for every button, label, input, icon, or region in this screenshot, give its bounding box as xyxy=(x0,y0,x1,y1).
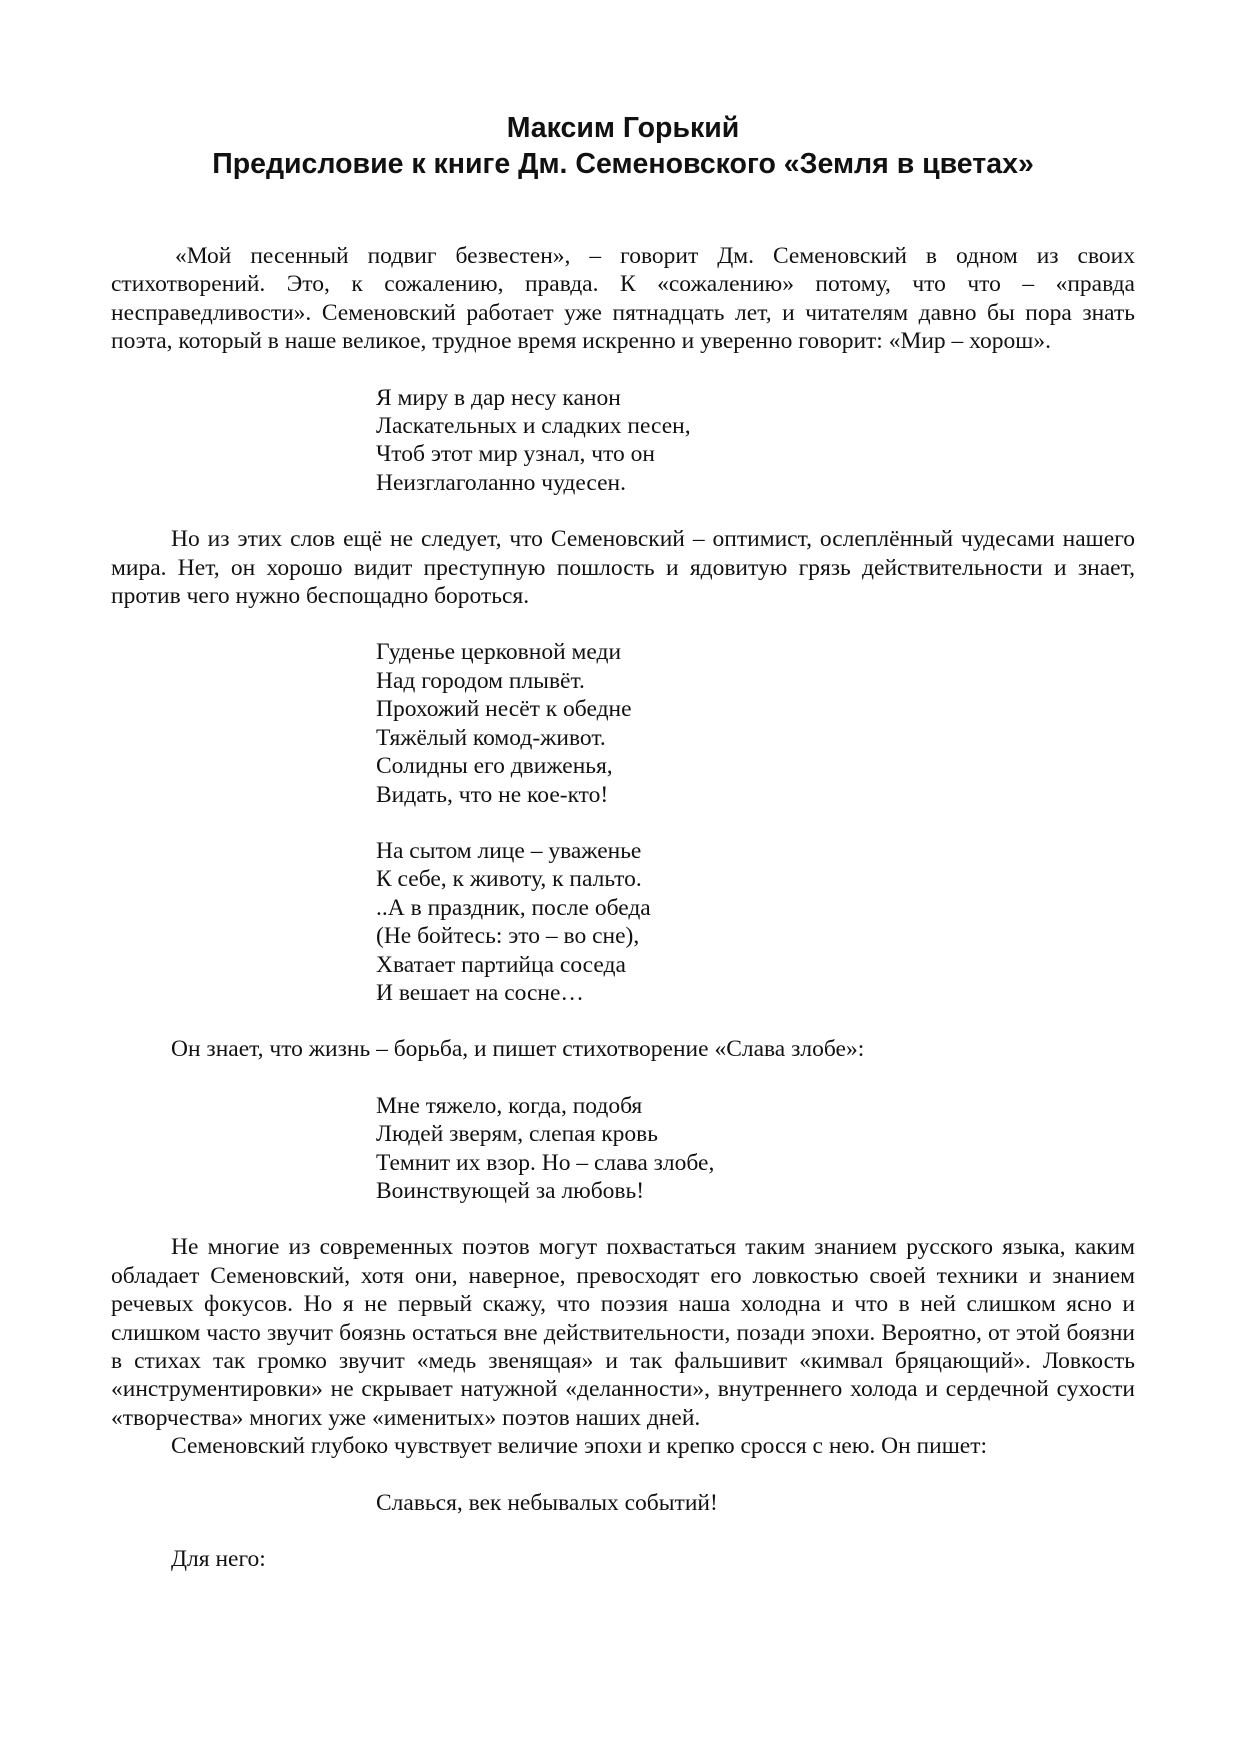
poem-stanza xyxy=(376,837,1135,1007)
poem-line: Гуденье церковной меди xyxy=(376,639,622,666)
poem-line: Славься, век небывалых событий! xyxy=(376,1489,718,1516)
poem-line: Воинствующей за любовь! xyxy=(376,1177,645,1204)
poem-line: К себе, к животу, к пальто. xyxy=(376,866,642,893)
paragraph: Но из этих слов ещё не следует, что Семеновский – оптимист, ослеплённый чудесами нашего мира. Нет, он хорошо видит преступную пошлость и ядовитую грязь действительности и знает, против чего нужно беспощадно бороться. xyxy=(111,526,1135,610)
poem-line: (Не бойтесь: это – во сне), xyxy=(376,923,640,950)
document-page xyxy=(111,110,1135,1573)
poem-stanza xyxy=(376,1489,1135,1517)
poem-line: Неизглаголанно чудесен. xyxy=(376,469,626,496)
poem-line: На сытом лице – уваженье xyxy=(376,837,642,864)
poem-line: Чтоб этот мир узнал, что он xyxy=(376,441,655,468)
poem-line: Над городом плывёт. xyxy=(376,667,585,694)
poem-line: Тяжёлый комод-живот. xyxy=(376,724,606,751)
poem-stanza xyxy=(376,1092,1135,1206)
poem-line: Я миру в дар несу канон xyxy=(376,384,621,411)
poem-line: И вешает на сосне… xyxy=(376,979,584,1006)
poem-stanza xyxy=(376,638,1135,808)
document-title: Предисловие к книге Дм. Семеновского «Земля в цветах» xyxy=(212,148,1034,180)
paragraph: Он знает, что жизнь – борьба, и пишет стихотворение «Слава злобе»: xyxy=(171,1036,865,1063)
paragraph: Семеновский глубоко чувствует величие эпохи и крепко сросся с нею. Он пишет: xyxy=(171,1433,988,1460)
poem-line: ..А в праздник, после обеда xyxy=(376,894,651,921)
poem-line: Мне тяжело, когда, подобя xyxy=(376,1092,643,1119)
poem-stanza xyxy=(376,384,1135,498)
poem-line: Людей зверям, слепая кровь xyxy=(376,1121,658,1148)
paragraph: Не многие из современных поэтов могут похвастаться таким знанием русского языка, каким обладает Семеновский, хотя они, наверное, превосходят его ловкостью своей техники и знанием речевых фокусов. Но я не первый скажу, что поэзия наша холодна и что в ней слишком ясно и слишком часто звучит боязнь остаться вне действительности, позади эпохи. Вероятно, от этой боязни в стихах так громко звучит «медь звенящая» и так фальшивит «кимвал бряцающий». Ловкость «инструментировки» не скрывает натужной «деланности», внутреннего холода и сердечной сухости «творчества» многих уже «именитых» поэтов наших дней. xyxy=(111,1234,1135,1431)
poem-line: Ласкательных и сладких песен, xyxy=(376,413,691,440)
poem-line: Видать, что не кое-кто! xyxy=(376,781,609,808)
poem-line: Прохожий несёт к обедне xyxy=(376,696,632,723)
poem-line: Темнит их взор. Но – слава злобе, xyxy=(376,1149,715,1176)
poem-line: Хватает партийца соседа xyxy=(376,951,626,978)
poem-line: Солидны его движенья, xyxy=(376,753,613,780)
title-block xyxy=(111,110,1135,182)
paragraph: Для него: xyxy=(171,1546,266,1573)
paragraph: «Мой песенный подвиг безвестен», – говорит Дм. Семеновский в одном из своих стихотворений. Это, к сожалению, правда. К «сожалению» потому, что что – «правда несправедливости». Семеновский работает уже пятнадцать лет, и читателям давно бы пора знать поэта, который в наше великое, трудное время искренно и уверенно говорит: «Мир – хорош». xyxy=(111,243,1135,355)
author-name: Максим Горький xyxy=(506,112,740,144)
